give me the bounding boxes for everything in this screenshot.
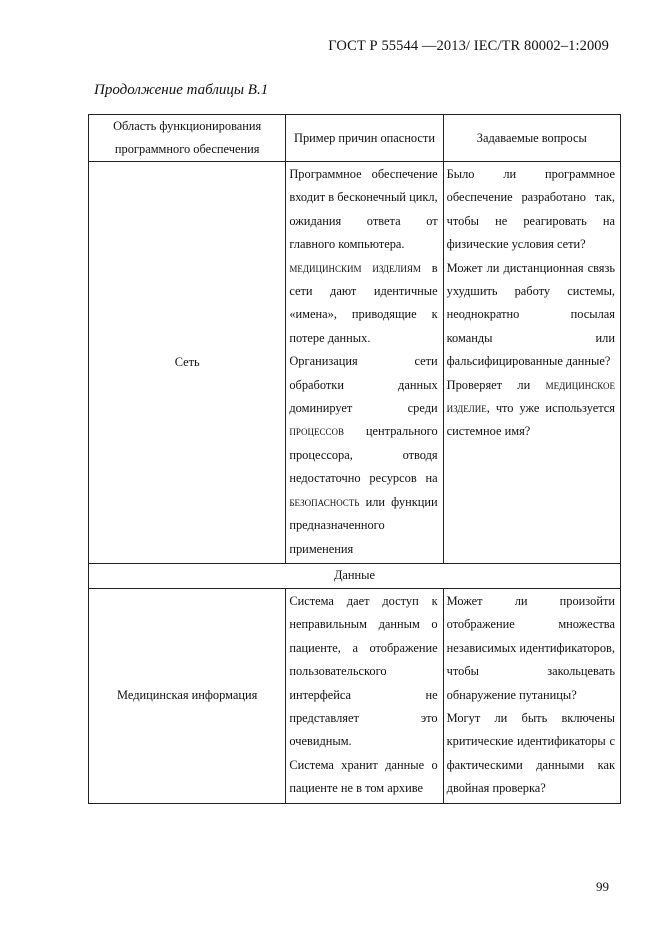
page-number: 99 xyxy=(596,879,609,894)
table-row xyxy=(89,588,621,803)
document-header: ГОСТ Р 55544 —2013/ IEC/TR 80002–1:2009 xyxy=(328,38,609,54)
column-header-questions: Задаваемые вопросы xyxy=(443,115,620,162)
column-header-causes: Пример причин опасности xyxy=(286,115,443,162)
question-text: Может ли произойти отображение множества независимых идентификаторов, чтобы закольцевать обнаружение путаницы? xyxy=(446,593,615,702)
question-text: Могут ли быть включены критические идентификаторы с фактическими данными как двойная проверка? xyxy=(446,710,615,796)
cause-text: медицинским изделиям в сети дают идентичные «имена», приводящие к потере данных. xyxy=(289,260,438,345)
section-row xyxy=(89,563,621,588)
cause-text: Система дает доступ к неправильным данным о пациенте, а отображение пользовательского интерфейса не представляет это очевидным. xyxy=(289,593,438,749)
table-row xyxy=(89,162,621,564)
question-text: Было ли программное обеспечение разработано так, чтобы не реагировать на физические условия сети? xyxy=(446,167,615,252)
table-caption: Продолжение таблицы В.1 xyxy=(94,82,269,98)
row-questions-cell xyxy=(443,162,620,564)
row-causes-cell xyxy=(286,588,443,803)
cause-text: Система хранит данные о пациенте не в том архиве xyxy=(289,757,438,796)
hazard-table xyxy=(88,114,621,804)
row-area-medical-info: Медицинская информация xyxy=(89,588,286,803)
question-text: Может ли дистанционная связь ухудшить работу системы, неоднократно посылая команды или фальсифицированные данные? xyxy=(446,260,615,369)
cause-text: Программное обеспечение входит в бесконечный цикл, ожидания ответа от главного компьютера. xyxy=(289,167,438,252)
row-causes-cell xyxy=(286,162,443,564)
table-header-row xyxy=(89,115,621,162)
question-text: Проверяет ли медицинское изделие, что уже используется системное имя? xyxy=(446,377,615,439)
row-questions-cell xyxy=(443,588,620,803)
cause-text: Организация сети обработки данных доминирует среди процессов центрального процессора, отводя недостаточно ресурсов на безопасность или функции предназначенного применения xyxy=(289,354,438,556)
section-title: Данные xyxy=(89,563,621,588)
column-header-area: Область функционирования программного обеспечения xyxy=(89,115,286,162)
row-area-network: Сеть xyxy=(89,162,286,564)
